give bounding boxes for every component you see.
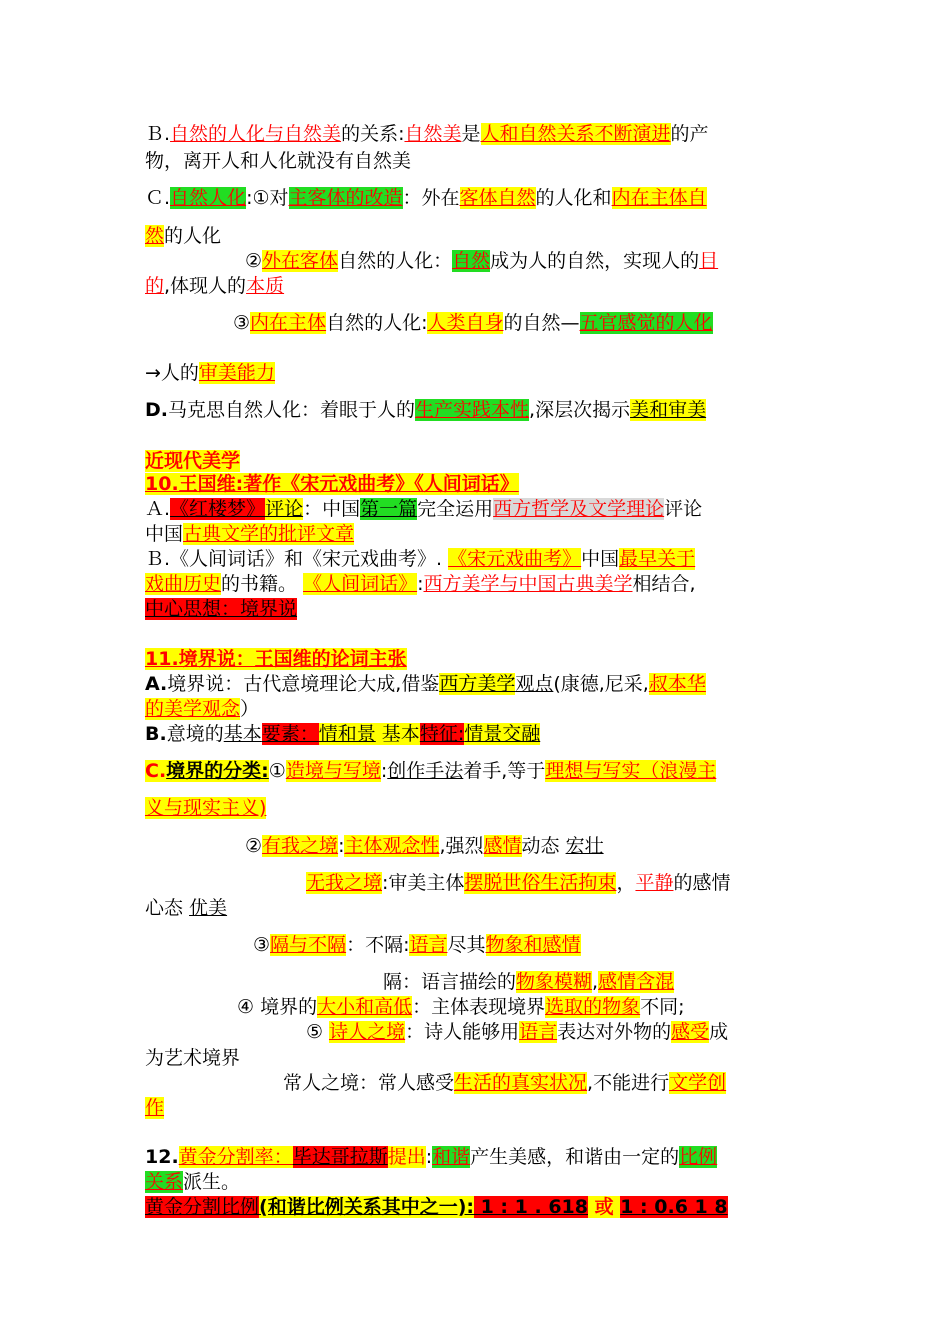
highlighted-text: 西方美学 bbox=[439, 673, 516, 695]
highlighted-text: 1 : 1 . 618 bbox=[473, 1196, 588, 1218]
text-line bbox=[145, 186, 707, 210]
highlighted-text: 文学创 bbox=[669, 1072, 727, 1094]
highlighted-text: 优美 bbox=[189, 897, 228, 919]
text-line bbox=[145, 647, 407, 671]
highlighted-text: 境界的分类: bbox=[166, 760, 269, 782]
text-run: 动态 bbox=[521, 835, 566, 857]
text-line bbox=[145, 449, 240, 473]
text-run: ④ 境界的 bbox=[237, 996, 318, 1018]
highlighted-text: D. bbox=[145, 399, 168, 421]
text-run: Ａ. bbox=[145, 498, 171, 520]
highlighted-text: 比例 bbox=[679, 1146, 718, 1168]
highlighted-text: 隔与不隔 bbox=[270, 934, 347, 956]
highlighted-text: 作 bbox=[145, 1097, 165, 1119]
text-line bbox=[145, 597, 297, 621]
text-line bbox=[145, 1170, 240, 1194]
highlighted-text: 1 : 0.6 1 8 bbox=[620, 1196, 728, 1218]
highlighted-text: A. bbox=[145, 673, 168, 695]
highlighted-text: 诗人之境 bbox=[329, 1021, 406, 1043]
highlighted-text: 人和自然关系不断演进 bbox=[480, 123, 671, 145]
highlighted-text: 然 bbox=[145, 225, 165, 247]
highlighted-text: 语言 bbox=[519, 1021, 558, 1043]
text-line bbox=[145, 398, 706, 422]
text-line bbox=[145, 1046, 240, 1070]
text-line bbox=[145, 759, 716, 783]
text-run: ） bbox=[240, 698, 260, 720]
highlighted-text: 五官感觉的人化 bbox=[579, 312, 713, 334]
text-run: 表达对外物的 bbox=[557, 1021, 672, 1043]
text-line bbox=[145, 572, 696, 596]
highlighted-text: 宏壮 bbox=[565, 835, 604, 857]
text-run: :①对 bbox=[246, 187, 289, 209]
text-run: 的产 bbox=[670, 123, 709, 145]
text-run: 的人化和 bbox=[535, 187, 612, 209]
text-run: :审美主体 bbox=[382, 872, 465, 894]
text-run: 相结合, bbox=[632, 573, 696, 595]
highlighted-text: 第一篇 bbox=[360, 498, 418, 520]
text-line bbox=[145, 522, 354, 546]
text-run: 成 bbox=[709, 1021, 729, 1043]
text-run: →人的 bbox=[145, 362, 199, 384]
text-run: ,强烈 bbox=[439, 835, 484, 857]
highlighted-text: 戏曲历史 bbox=[145, 573, 222, 595]
highlighted-text: 关系 bbox=[145, 1171, 184, 1193]
text-run: ② bbox=[245, 250, 263, 272]
text-run: 境界说：古代意境理论大成,借鉴 bbox=[167, 673, 440, 695]
highlighted-text: 无我之境 bbox=[306, 872, 383, 894]
text-line bbox=[233, 311, 713, 335]
text-line bbox=[145, 896, 227, 920]
text-run: 心态 bbox=[145, 897, 190, 919]
highlighted-text: 《宋元戏曲考》 bbox=[448, 548, 582, 570]
text-run: Ｃ. bbox=[145, 187, 171, 209]
text-line bbox=[145, 274, 284, 298]
text-run: : bbox=[417, 573, 424, 595]
highlighted-text: 基本 bbox=[223, 723, 262, 745]
text-run: 的书籍。 bbox=[221, 573, 304, 595]
highlighted-text: 主体观念性 bbox=[344, 835, 440, 857]
highlighted-text: C. bbox=[145, 760, 167, 782]
text-line bbox=[145, 1195, 728, 1219]
highlighted-text: 要素： bbox=[261, 723, 319, 745]
text-line bbox=[237, 995, 685, 1019]
text-run: , bbox=[592, 971, 599, 993]
highlighted-text: 美和审美 bbox=[630, 399, 707, 421]
highlighted-text: 有我之境 bbox=[262, 835, 339, 857]
text-run: 评论 bbox=[664, 498, 703, 520]
text-line bbox=[253, 933, 581, 957]
highlighted-text: 生产实践本性 bbox=[415, 399, 530, 421]
text-run: ,深层次揭示 bbox=[529, 399, 631, 421]
text-run: : bbox=[338, 835, 345, 857]
highlighted-text: 客体自然 bbox=[459, 187, 536, 209]
highlighted-text: (和谐比例关系其中之一): bbox=[259, 1196, 474, 1218]
highlighted-text: 主客体的改造 bbox=[288, 187, 403, 209]
highlighted-text: 古典文学的批评文章 bbox=[183, 523, 355, 545]
highlighted-text: 外在客体 bbox=[262, 250, 339, 272]
text-run: 意境的 bbox=[166, 723, 224, 745]
text-run: 物，离开人和人化就没有自然美 bbox=[145, 150, 412, 172]
highlighted-text: 理想与写实（浪漫主 bbox=[545, 760, 717, 782]
highlighted-text: 近现代美学 bbox=[145, 450, 241, 472]
text-run: ：外在 bbox=[402, 187, 460, 209]
text-run: ：诗人能够用 bbox=[405, 1021, 520, 1043]
highlighted-text: 自然美 bbox=[404, 123, 462, 145]
text-line bbox=[145, 472, 519, 496]
text-run: 产生美感，和谐由一定的 bbox=[470, 1146, 680, 1168]
highlighted-text: 黄金分割率： bbox=[178, 1146, 293, 1168]
text-line bbox=[245, 834, 604, 858]
highlighted-text: 或 bbox=[587, 1196, 621, 1218]
text-run: 为艺术境界 bbox=[145, 1047, 241, 1069]
text-line bbox=[306, 871, 730, 895]
text-run: ③ bbox=[233, 312, 251, 334]
text-line bbox=[145, 796, 266, 820]
text-line bbox=[145, 722, 540, 746]
highlighted-text: 黄金分割比例 bbox=[145, 1196, 260, 1218]
text-run: 着手,等于 bbox=[463, 760, 546, 782]
text-line bbox=[383, 970, 674, 994]
text-run: ⑤ bbox=[306, 1021, 330, 1043]
text-line bbox=[145, 149, 411, 173]
highlighted-text: 自然 bbox=[452, 250, 491, 272]
highlighted-text: 自然的人化与自然美 bbox=[170, 123, 342, 145]
text-line bbox=[306, 1020, 728, 1044]
text-run: : bbox=[380, 760, 388, 782]
text-run: ② bbox=[245, 835, 263, 857]
highlighted-text: B. bbox=[145, 723, 167, 745]
text-run: 的感情 bbox=[673, 872, 731, 894]
text-run: 中国 bbox=[581, 548, 620, 570]
highlighted-text: 的 bbox=[145, 275, 165, 297]
text-run: 是 bbox=[461, 123, 481, 145]
text-run: 尽其 bbox=[447, 934, 486, 956]
text-run: 完全运用 bbox=[417, 498, 494, 520]
highlighted-text: 叔本华 bbox=[648, 673, 706, 695]
text-run: ：不隔: bbox=[346, 934, 410, 956]
highlighted-text: 西方哲学及文学理论 bbox=[493, 498, 665, 520]
highlighted-text: 中心思想：境界说 bbox=[145, 598, 298, 620]
highlighted-text: 10.王国维:著作《宋元戏曲考》《人间词话》 bbox=[145, 473, 519, 495]
highlighted-text: 选取的物象 bbox=[545, 996, 641, 1018]
text-line bbox=[145, 672, 706, 696]
highlighted-text: 特征: bbox=[419, 723, 465, 745]
highlighted-text: 评论 bbox=[265, 498, 304, 520]
text-run: ， bbox=[616, 872, 636, 894]
highlighted-text: 语言 bbox=[409, 934, 448, 956]
text-line bbox=[145, 1145, 717, 1169]
text-run: 派生。 bbox=[183, 1171, 241, 1193]
text-run: 成为人的自然，实现人的 bbox=[490, 250, 700, 272]
highlighted-text: 自然人化 bbox=[170, 187, 247, 209]
highlighted-text: 11.境界说：王国维的论词主张 bbox=[145, 648, 407, 670]
highlighted-text: 感情含混 bbox=[598, 971, 675, 993]
highlighted-text: 提出 bbox=[387, 1146, 426, 1168]
highlighted-text: 物象模糊 bbox=[516, 971, 593, 993]
highlighted-text: 的美学观念 bbox=[145, 698, 241, 720]
highlighted-text: 创作手法 bbox=[387, 760, 464, 782]
highlighted-text: 《人间词话》 bbox=[303, 573, 418, 595]
text-run: 的自然— bbox=[503, 312, 580, 334]
text-run: 中国 bbox=[145, 523, 184, 545]
text-run: : bbox=[425, 1146, 433, 1168]
highlighted-text: 12. bbox=[145, 1146, 179, 1168]
highlighted-text: 内在主体自 bbox=[611, 187, 707, 209]
text-run: 马克思自然人化：着眼于人的 bbox=[168, 399, 416, 421]
highlighted-text: 摆脱世俗生活拘束 bbox=[464, 872, 617, 894]
text-run: 自然的人化： bbox=[338, 250, 453, 272]
highlighted-text: 观点 bbox=[515, 673, 554, 695]
highlighted-text: 最早关于 bbox=[619, 548, 696, 570]
text-run: ③ bbox=[253, 934, 271, 956]
highlighted-text: 基本 bbox=[375, 723, 420, 745]
text-line bbox=[283, 1071, 726, 1095]
text-run: 的关系: bbox=[341, 123, 405, 145]
text-run: ：中国 bbox=[303, 498, 361, 520]
highlighted-text: 造境与写境 bbox=[285, 760, 381, 782]
highlighted-text: 目 bbox=[699, 250, 719, 272]
text-run: 隔：语言描绘的 bbox=[383, 971, 517, 993]
text-line bbox=[145, 697, 259, 721]
highlighted-text: 大小和高低 bbox=[317, 996, 413, 1018]
highlighted-text: 情和景 bbox=[318, 723, 376, 745]
highlighted-text: 感情 bbox=[483, 835, 522, 857]
text-line bbox=[145, 497, 702, 521]
text-run: ,不能进行 bbox=[587, 1072, 670, 1094]
highlighted-text: 毕达哥拉斯 bbox=[292, 1146, 388, 1168]
highlighted-text: 内在主体 bbox=[250, 312, 327, 334]
highlighted-text: 义与现实主义) bbox=[145, 797, 267, 819]
highlighted-text: 平静 bbox=[635, 872, 674, 894]
text-run: 自然的人化: bbox=[326, 312, 428, 334]
text-run: ,体现人的 bbox=[164, 275, 247, 297]
highlighted-text: 物象和感情 bbox=[485, 934, 581, 956]
highlighted-text: 和谐 bbox=[432, 1146, 471, 1168]
highlighted-text: 本质 bbox=[246, 275, 285, 297]
text-run: ：主体表现境界 bbox=[412, 996, 546, 1018]
text-line bbox=[145, 547, 695, 571]
text-run: 不同; bbox=[640, 996, 685, 1018]
highlighted-text: 《红楼梦》 bbox=[170, 498, 266, 520]
text-line bbox=[245, 249, 718, 273]
text-run: ① bbox=[268, 760, 286, 782]
text-run: 常人之境：常人感受 bbox=[283, 1072, 455, 1094]
text-line bbox=[145, 224, 221, 248]
highlighted-text: 西方美学与中国古典美学 bbox=[423, 573, 633, 595]
text-line bbox=[145, 361, 275, 385]
highlighted-text: 审美能力 bbox=[198, 362, 275, 384]
highlighted-text: 情景交融 bbox=[464, 723, 541, 745]
text-run: 的人化 bbox=[164, 225, 222, 247]
text-run: Ｂ.《人间词话》和《宋元戏曲考》. bbox=[145, 548, 449, 570]
text-run: (康德,尼采, bbox=[553, 673, 649, 695]
text-line bbox=[145, 122, 709, 146]
text-line bbox=[145, 1096, 164, 1120]
highlighted-text: 人类自身 bbox=[427, 312, 504, 334]
highlighted-text: 感受 bbox=[671, 1021, 710, 1043]
text-run: Ｂ. bbox=[145, 123, 171, 145]
highlighted-text: 生活的真实状况 bbox=[454, 1072, 588, 1094]
